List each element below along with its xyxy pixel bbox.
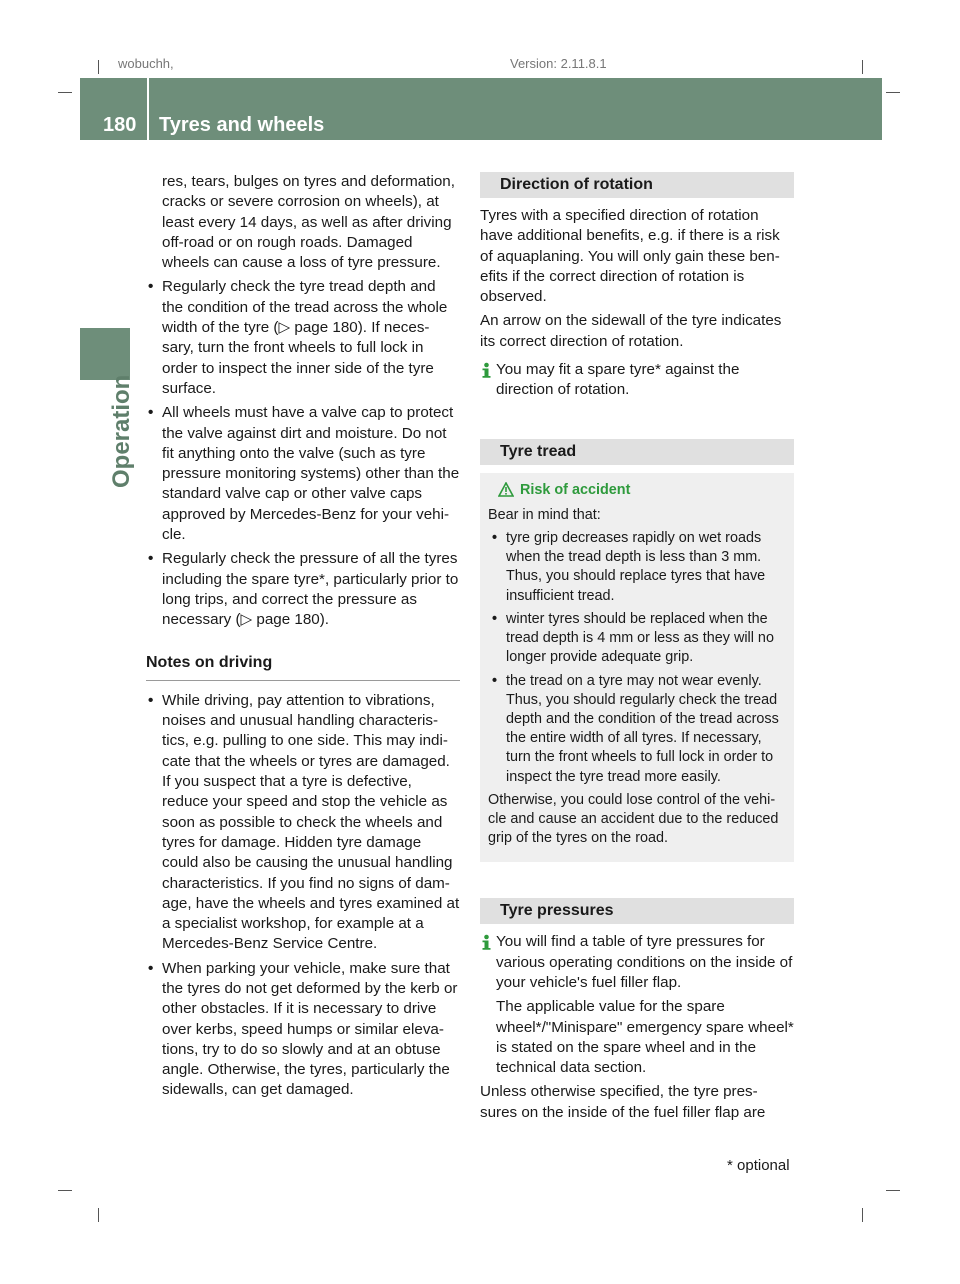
- paragraph: Tyres with a specified direction of rotation have additional benefits, e.g. if there is a risk of aquaplaning. You will only gain these ben-efits if the correct direction of rotation is observed.: [480, 207, 780, 306]
- crop-mark: [862, 60, 863, 74]
- section-heading-tread: Tyre tread: [480, 439, 794, 465]
- right-column: [480, 172, 794, 1127]
- warning-list-item: • winter tyres should be replaced when the tread depth is 4 mm or less as they will no longer provide adequate grip.: [490, 610, 786, 668]
- paragraph: Unless otherwise specified, the tyre pres-sures on the inside of the fuel filler flap are: [480, 1083, 766, 1121]
- section-heading-direction: Direction of rotation: [480, 172, 794, 198]
- side-tab-label: Operation: [108, 374, 135, 488]
- list-item: • Regularly check the pressure of all the tyres including the spare tyre*, particularly prior to long trips, and correct the pressure as necessary (▷ page 180).: [146, 549, 460, 630]
- section-heading-pressures: Tyre pressures: [480, 898, 794, 924]
- list-item: • While driving, pay attention to vibrations, noises and unusual handling characteris-tics, e.g. pulling to one side. This may indi-cate that the wheels or tyres are damaged. If you suspect that a tyre is defective, reduce your speed and stop the vehicle as soon as possible to check the wheels and tyres for damage. Hidden tyre damage could also be causing the unusual handling characteristics. If you find no signs of dam-age, have the wheels and tyres examined at a specialist workshop, for example at a Mercedes-Benz Service Centre.: [146, 691, 460, 955]
- crop-mark: [58, 92, 72, 93]
- list-item: • All wheels must have a valve cap to protect the valve against dirt and moisture. Do not fit anything onto the valve (such as tyre pressure monitoring systems) other than the standard valve cap or other valve caps approved by Mercedes-Benz for your vehi-cle.: [146, 403, 460, 545]
- warning-box: [480, 473, 794, 863]
- info-note: [480, 932, 794, 1078]
- crop-mark: [862, 1208, 863, 1222]
- section-heading-notes: Notes on driving: [146, 653, 460, 681]
- crop-mark: [886, 92, 900, 93]
- print-meta-right: Version: 2.11.8.1: [510, 56, 607, 71]
- footnote-optional: * optional: [727, 1157, 790, 1174]
- warning-intro: Bear in mind that:: [488, 506, 601, 523]
- crop-mark: [58, 1190, 72, 1191]
- list-item: • Regularly check the tyre tread depth and the condition of the tread across the whole width of the tyre (▷ page 180). If neces-sary, turn the front wheels to full lock in order to inspect the inner side of the tyre surface.: [146, 277, 460, 399]
- warning-outro: Otherwise, you could lose control of the vehi-cle and cause an accident due to the reduced grip of the tyres on the road.: [488, 791, 779, 847]
- left-column: [146, 172, 460, 1105]
- side-tab-block: [80, 328, 130, 380]
- paragraph: An arrow on the sidewall of the tyre indicates its correct direction of rotation.: [480, 312, 782, 350]
- info-text-continued: The applicable value for the spare wheel*/"Minispare" emergency spare wheel* is stated on the spare wheel and in the technical data section.: [496, 998, 794, 1077]
- crop-mark: [98, 1208, 99, 1222]
- info-text: You will find a table of tyre pressures for various operating conditions on the inside of your vehicle's fuel filler flap.: [496, 933, 793, 991]
- continued-paragraph: res, tears, bulges on tyres and deformation, cracks or severe corrosion on wheels), at least every 14 days, as well as after driving off-road or on rough roads. Damaged wheels can cause a loss of tyre pressure.: [162, 173, 455, 272]
- warning-list-item: • tyre grip decreases rapidly on wet roads when the tread depth is less than 3 mm. Thus, you should replace tyres that have insufficient tread.: [490, 529, 786, 606]
- header-separator: [147, 78, 149, 140]
- info-icon: [480, 934, 494, 950]
- warning-list-item: • the tread on a tyre may not wear evenly. Thus, you should regularly check the tread depth and the condition of the tread across the entire width of all tyres. If necessary, turn the front wheels to full lock in order to inspect the tyre tread more easily.: [490, 672, 786, 787]
- info-icon: [480, 362, 494, 378]
- page-title: Tyres and wheels: [159, 114, 325, 136]
- crop-mark: [886, 1190, 900, 1191]
- info-text: You may fit a spare tyre* against the direction of rotation.: [496, 361, 740, 399]
- crop-mark: [98, 60, 99, 74]
- warning-title: [498, 481, 786, 500]
- print-meta-left: wobuchh,: [118, 56, 174, 71]
- page-number: 180: [103, 114, 137, 136]
- warning-title-text: Risk of accident: [520, 481, 631, 498]
- list-item: • When parking your vehicle, make sure that the tyres do not get deformed by the kerb or other obstacles. If it is necessary to drive over kerbs, speed humps or similar eleva-tions, try to do so slowly and at an obtuse angle. Otherwise, the tyres, particularly the sidewalls, can get damaged.: [146, 959, 460, 1101]
- info-note: [480, 360, 794, 401]
- warning-triangle-icon: [498, 482, 514, 503]
